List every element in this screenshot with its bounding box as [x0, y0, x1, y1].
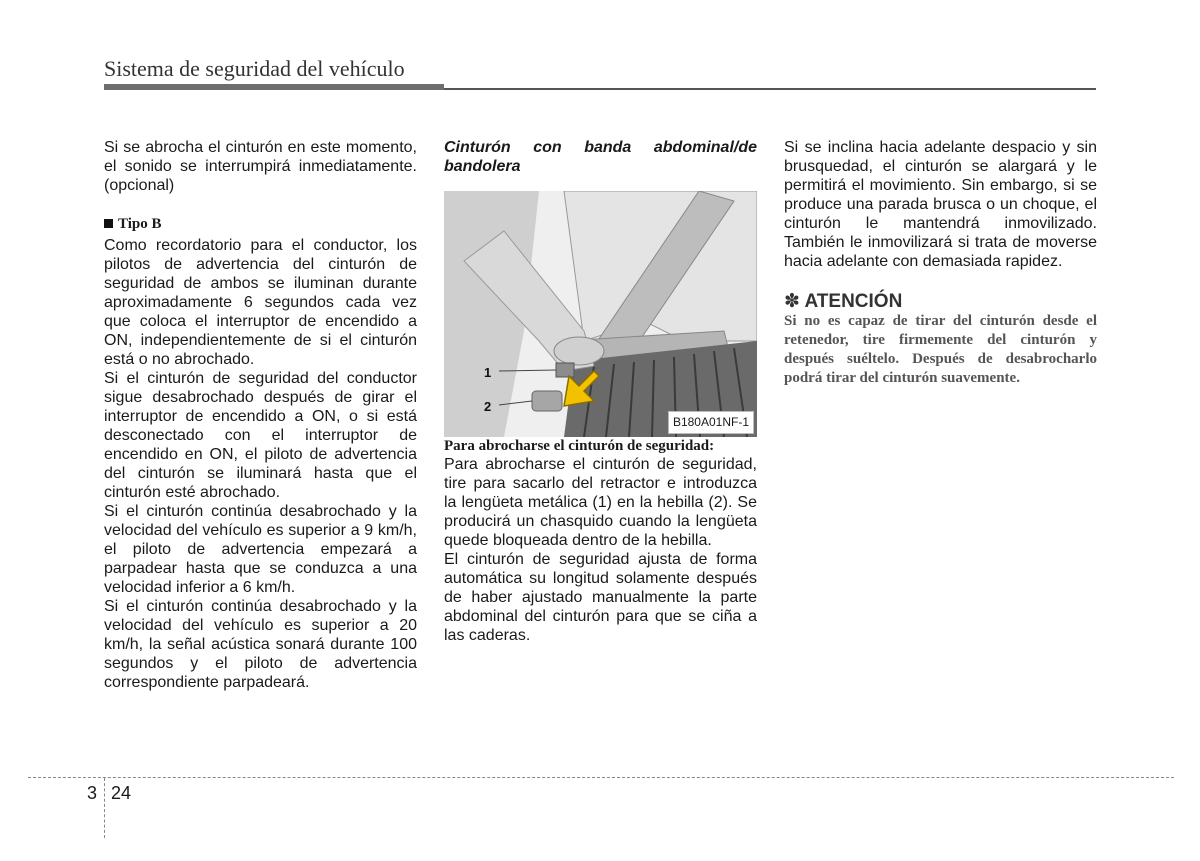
- callout-buckle: 2: [484, 399, 492, 414]
- chapter-number: 3: [87, 783, 98, 803]
- column-middle: [444, 138, 757, 645]
- paragraph-speed-9: Si el cinturón continúa desabrochado y la velocidad del vehículo es superior a 9 km/h, el piloto de advertencia empezará a parpadear hasta que se conduzca a una velocidad inferior a 6 km/h.: [104, 503, 417, 596]
- page-header-title: Sistema de seguridad del vehículo: [104, 56, 405, 81]
- paragraph-lean-forward: Si se inclina hacia adelante despacio y sin brusquedad, el cinturón se alargará y le permitirá el movimiento. Sin embargo, si se produce una parada brusca o un choque, el cinturón le mantendrá inmovilizado. También le inmovilizará si trata de moverse hacia adelante con demasiada rapidez.: [784, 139, 1097, 270]
- paragraph-driver-belt: Si el cinturón de seguridad del conductor sigue desabrochado después de girar el interruptor de encendido a ON, o si está desconectado con el interruptor de encendido en ON, el piloto de advertencia del cinturón se iluminará hasta que el cinturón esté abrochado.: [104, 370, 417, 501]
- figure-code-label: B180A01NF-1: [668, 411, 754, 434]
- paragraph-reminder: Como recordatorio para el conductor, los pilotos de advertencia del cinturón de seguridad de ambos se iluminan durante aproximadamente 6 segundos cada vez que coloca el interruptor de encendido a ON, independientemente de si el cinturón está o no abrochado.: [104, 237, 417, 368]
- column-left: [104, 138, 417, 692]
- seatbelt-illustration: [444, 191, 757, 437]
- footer-vertical-divider: [104, 778, 105, 838]
- header-rule-thin: [444, 88, 1096, 90]
- page-number: 24: [111, 783, 132, 803]
- warning-text: Si no es capaz de tirar del cinturón desde el retenedor, tire firmemente del cinturón y después suéltelo. Después de desabrocharlo podrá tirar del cinturón suavemente.: [784, 313, 1097, 386]
- footer-divider: [28, 777, 1174, 778]
- paragraph-fasten: Para abrocharse el cinturón de seguridad, tire para sacarlo del retractor e introduzca la lengüeta metálica (1) en la hebilla (2). Se producirá un chasquido cuando la lengüeta quede bloqueada dentro de la hebilla.: [444, 456, 757, 549]
- paragraph-speed-20: Si el cinturón continúa desabrochado y la velocidad del vehículo es superior a 20 km/h, la señal acústica sonará durante 100 segundos y el piloto de advertencia correspondiente parpadeará.: [104, 598, 417, 691]
- paragraph-adjust: El cinturón de seguridad ajusta de forma automática su longitud solamente después de haber ajustado manualmente la parte abdominal del cinturón para que se ciña a las caderas.: [444, 551, 757, 644]
- column-right: [784, 138, 1097, 388]
- warning-title: ✽ ATENCIÓN: [784, 291, 903, 312]
- paragraph-intro: Si se abrocha el cinturón en este momento, el sonido se interrumpirá inmediatamente. (opcional): [104, 139, 417, 194]
- section-title: Cinturón con banda abdominal/de bandolera: [444, 139, 757, 175]
- caption-title: Para abrocharse el cinturón de seguridad:: [444, 438, 715, 454]
- square-bullet-icon: [104, 219, 113, 228]
- subheading-tipo-b: [104, 215, 417, 234]
- callout-tongue: 1: [484, 365, 492, 380]
- header-rule-thick: [104, 84, 444, 90]
- subheading-text: Tipo B: [118, 216, 162, 232]
